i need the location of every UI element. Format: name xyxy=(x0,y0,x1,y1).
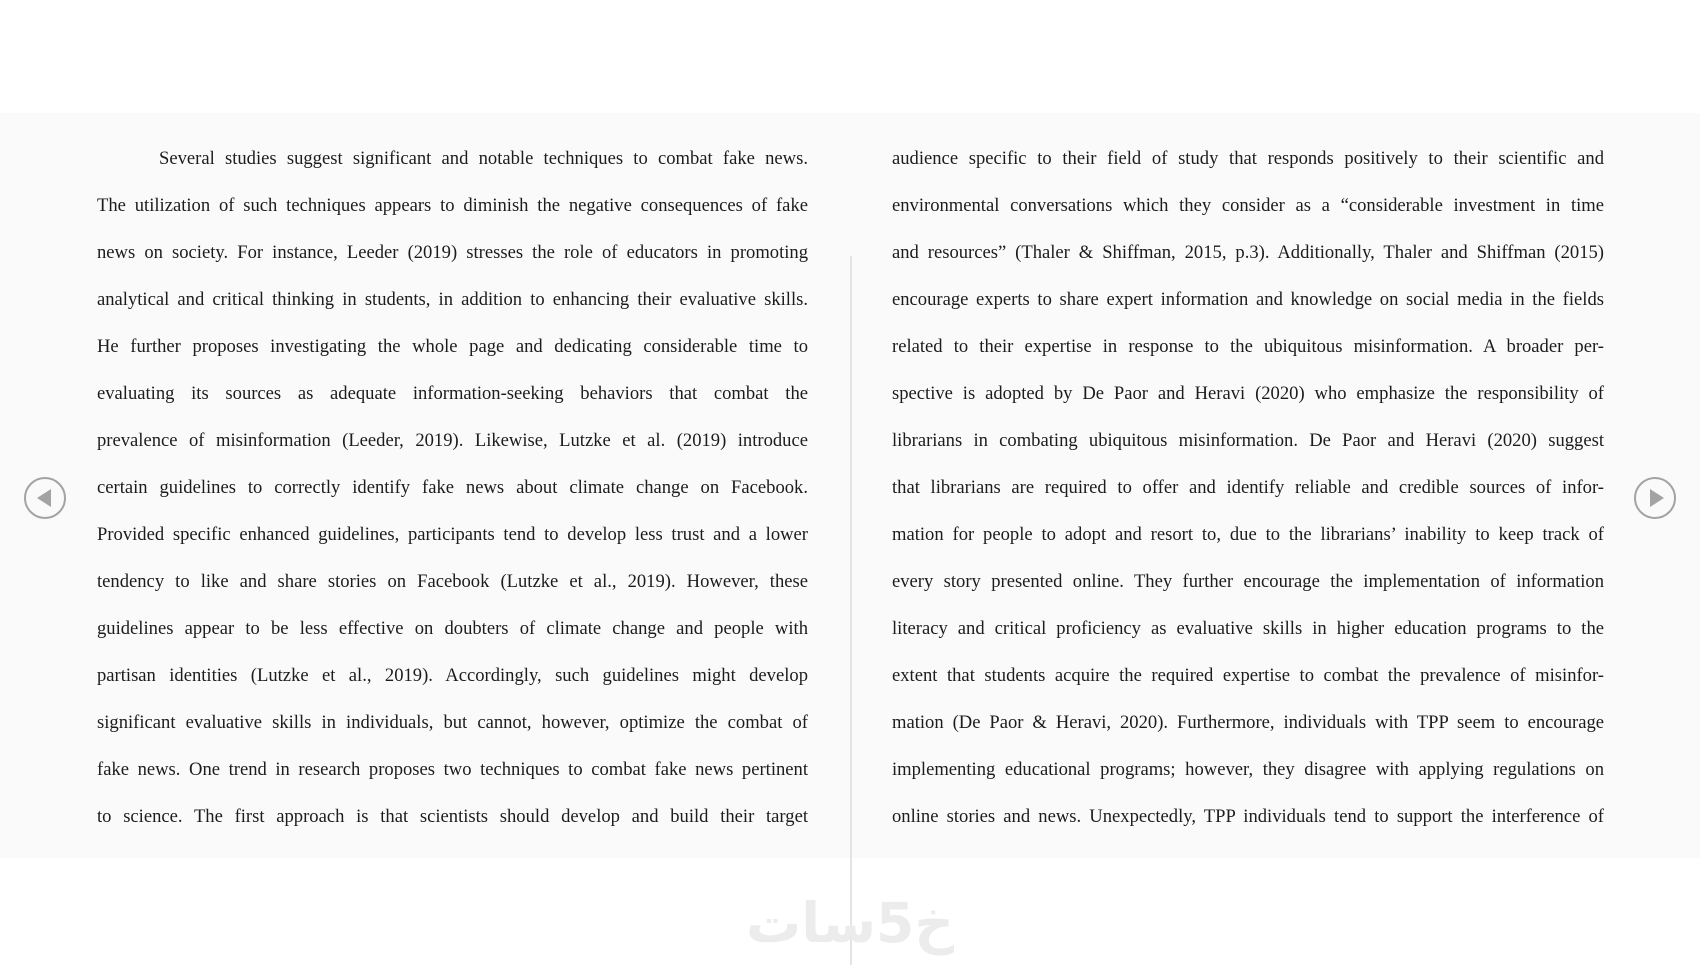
text-line: extent that students acquire the required expertise to combat the prevalence of misinfor- xyxy=(892,665,1604,686)
text-line: fake news. One trend in research proposes two techniques to combat fake news pertinent xyxy=(97,759,808,780)
text-line: certain guidelines to correctly identify fake news about climate change on Facebook. xyxy=(97,477,808,498)
text-line: guidelines appear to be less effective on doubters of climate change and people with xyxy=(97,618,808,639)
text-line: evaluating its sources as adequate information-seeking behaviors that combat the xyxy=(97,383,808,404)
chevron-right-icon xyxy=(1650,489,1664,507)
column-divider xyxy=(850,256,852,965)
text-line: literacy and critical proficiency as evaluative skills in higher education programs to the xyxy=(892,618,1604,639)
text-line: mation (De Paor & Heravi, 2020). Furthermore, individuals with TPP seem to encourage xyxy=(892,712,1604,733)
text-line: related to their expertise in response to the ubiquitous misinformation. A broader per- xyxy=(892,336,1604,357)
text-line: and resources” (Thaler & Shiffman, 2015, p.3). Additionally, Thaler and Shiffman (2015) xyxy=(892,242,1604,263)
text-line: to science. The first approach is that scientists should develop and build their target xyxy=(97,806,808,827)
text-line: significant evaluative skills in individuals, but cannot, however, optimize the combat of xyxy=(97,712,808,733)
chevron-left-icon xyxy=(37,489,51,507)
text-line: audience specific to their field of study that responds positively to their scientific and xyxy=(892,148,1604,169)
text-line: prevalence of misinformation (Leeder, 2019). Likewise, Lutzke et al. (2019) introduce xyxy=(97,430,808,451)
text-line: implementing educational programs; however, they disagree with applying regulations on xyxy=(892,759,1604,780)
text-line: environmental conversations which they consider as a “considerable investment in time xyxy=(892,195,1604,216)
khamsat-watermark: خ5سات xyxy=(746,891,954,955)
text-line: news on society. For instance, Leeder (2019) stresses the role of educators in promoting xyxy=(97,242,808,263)
text-line: The utilization of such techniques appears to diminish the negative consequences of fake xyxy=(97,195,808,216)
next-page-button[interactable] xyxy=(1634,477,1676,519)
text-line: that librarians are required to offer and identify reliable and credible sources of infor- xyxy=(892,477,1604,498)
text-line: Provided specific enhanced guidelines, participants tend to develop less trust and a lower xyxy=(97,524,808,545)
page-right-text xyxy=(892,135,1604,840)
prev-page-button[interactable] xyxy=(24,477,66,519)
text-line: every story presented online. They further encourage the implementation of information xyxy=(892,571,1604,592)
text-line: partisan identities (Lutzke et al., 2019). Accordingly, such guidelines might develop xyxy=(97,665,808,686)
text-line: librarians in combating ubiquitous misinformation. De Paor and Heravi (2020) suggest xyxy=(892,430,1604,451)
text-line: tendency to like and share stories on Facebook (Lutzke et al., 2019). However, these xyxy=(97,571,808,592)
text-line: online stories and news. Unexpectedly, TPP individuals tend to support the interference of xyxy=(892,806,1604,827)
page-left-text xyxy=(97,135,808,840)
text-line: Several studies suggest significant and notable techniques to combat fake news. xyxy=(159,148,808,169)
text-line: encourage experts to share expert information and knowledge on social media in the fields xyxy=(892,289,1604,310)
text-line: spective is adopted by De Paor and Heravi (2020) who emphasize the responsibility of xyxy=(892,383,1604,404)
text-line: mation for people to adopt and resort to, due to the librarians’ inability to keep track of xyxy=(892,524,1604,545)
text-line: He further proposes investigating the whole page and dedicating considerable time to xyxy=(97,336,808,357)
text-line: analytical and critical thinking in students, in addition to enhancing their evaluative skills. xyxy=(97,289,808,310)
